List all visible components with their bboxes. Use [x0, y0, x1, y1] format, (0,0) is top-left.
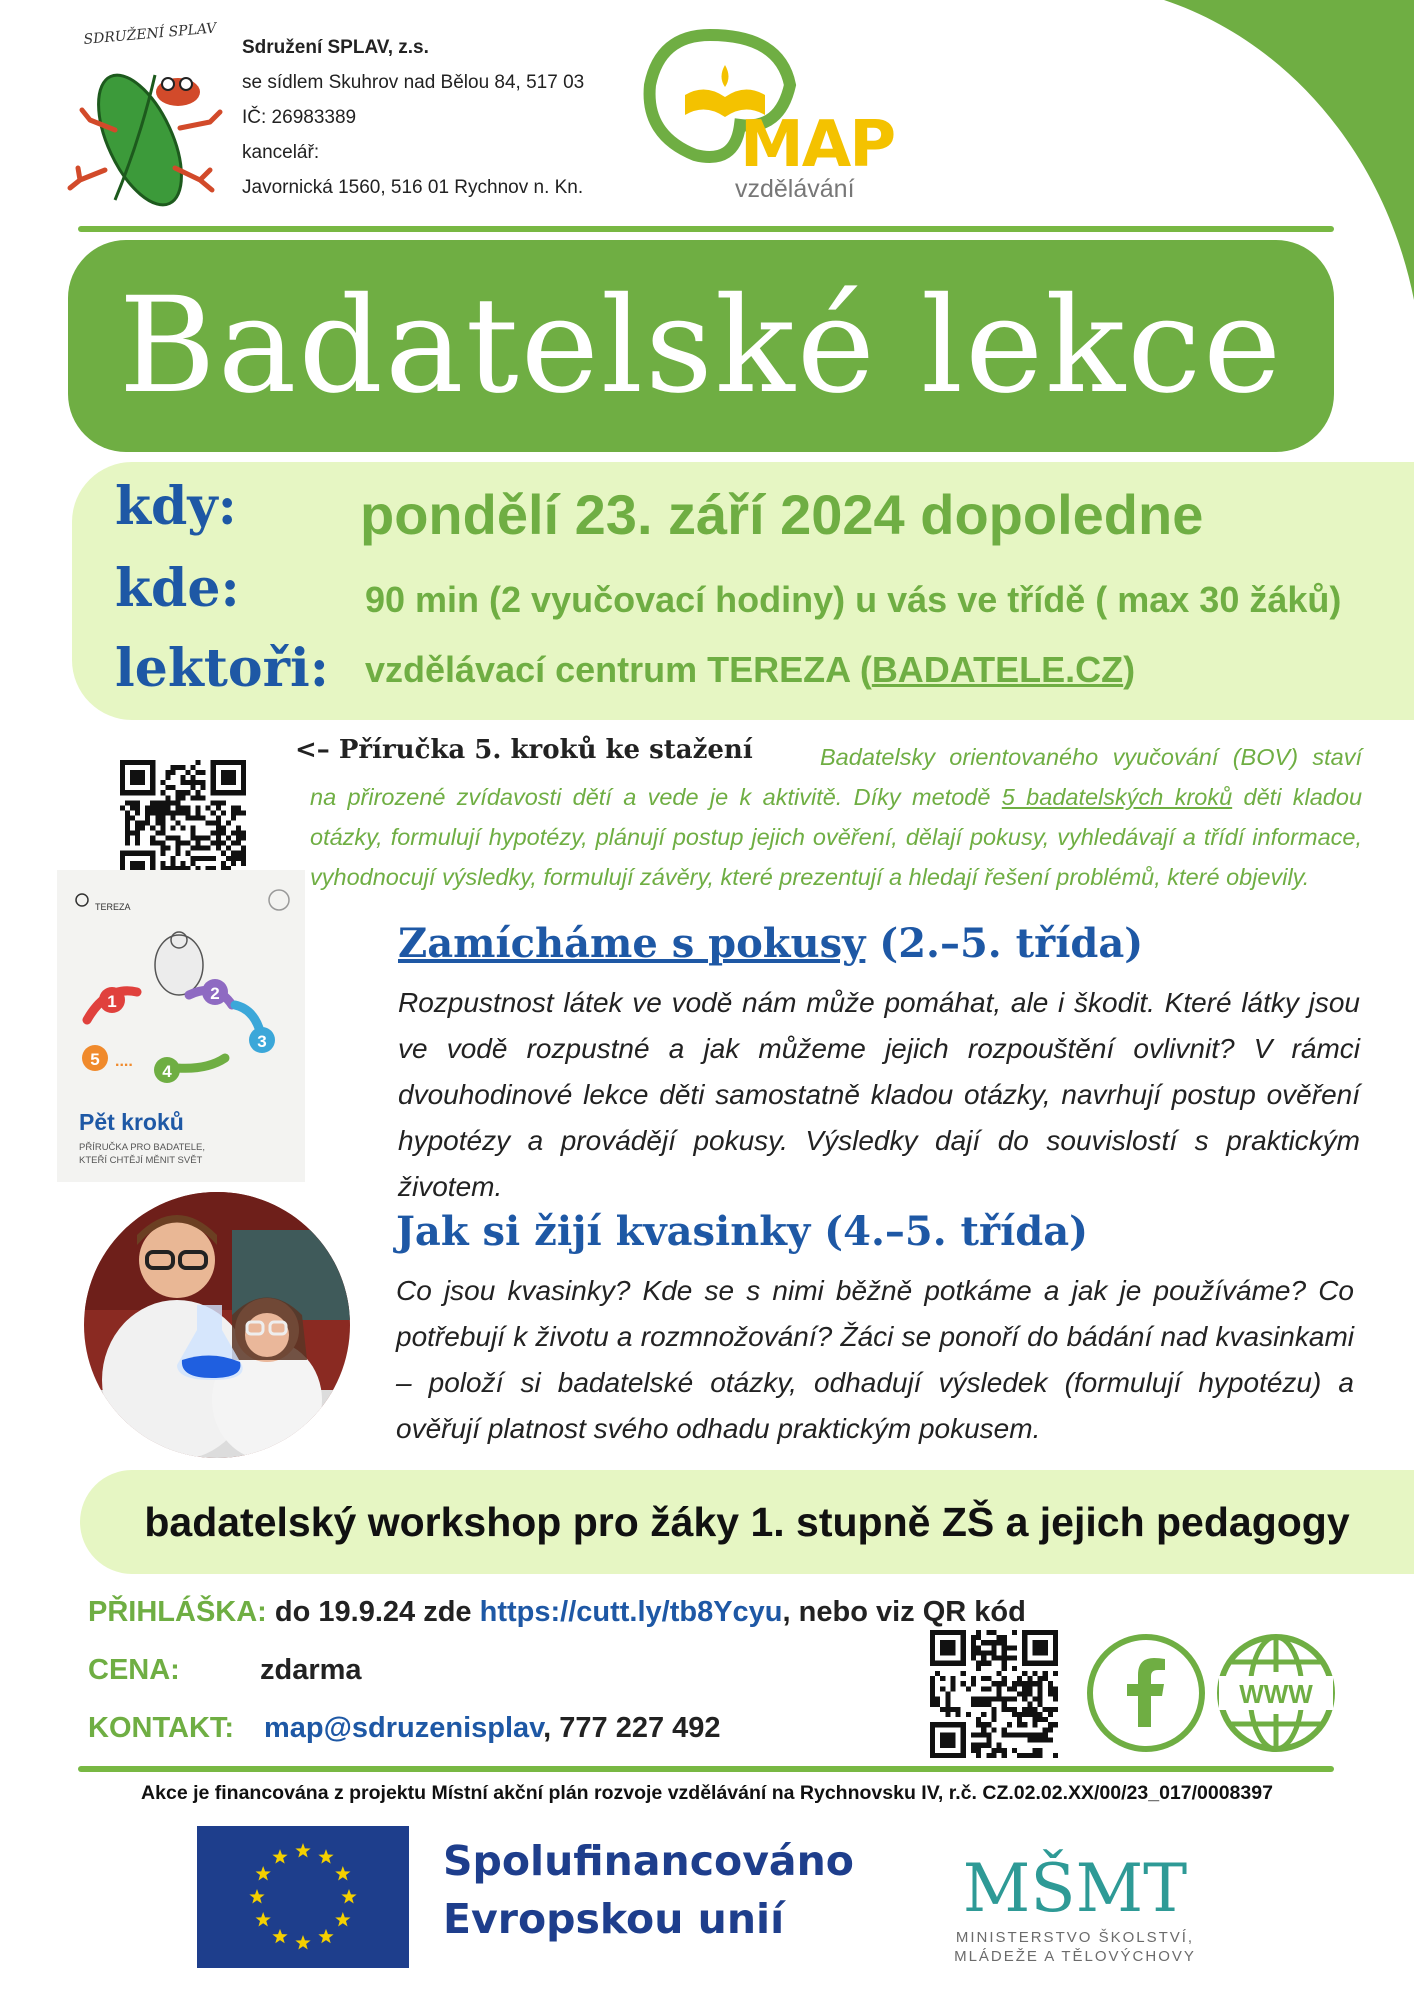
msmt-logo	[962, 1826, 1188, 1936]
event-date: pondělí 23. září 2024 dopoledne	[360, 483, 1204, 546]
signup-label: PŘIHLÁŠKA:	[88, 1596, 267, 1628]
step-2-label: 2	[210, 984, 220, 1003]
step-3-label: 3	[257, 1032, 267, 1051]
splav-frog-logo	[60, 30, 240, 215]
signup-post: , nebo viz QR kód	[782, 1596, 1026, 1628]
section2-title: Jak si žijí kvasinky (4.–5. třída)	[396, 1208, 1089, 1255]
section1-grade: (2.–5. třída)	[865, 920, 1144, 967]
office-label: kancelář:	[242, 142, 320, 163]
event-location: 90 min (2 vyučovací hodiny) u vás ve třídě ( max 30 žáků)	[365, 579, 1342, 620]
contact-phone: , 777 227 492	[543, 1712, 721, 1744]
top-divider	[78, 226, 1334, 232]
funding-note: Akce je financována z projektu Místní akční plán rozvoje vzdělávání na Rychnovsku IV, r.č. CZ.02.02.XX/00/23_017/0008397	[141, 1782, 1273, 1804]
organization-info	[242, 30, 584, 205]
office-address: Javornická 1560, 516 01 Rychnov n. Kn.	[242, 177, 584, 198]
facebook-icon[interactable]	[1085, 1632, 1207, 1754]
www-label: WWW	[1239, 1679, 1313, 1709]
bottom-divider	[78, 1766, 1334, 1772]
svg-text:....: ....	[115, 1053, 133, 1070]
page-title: Badatelské lekce	[118, 269, 1284, 423]
step-4-label: 4	[162, 1062, 172, 1081]
msmt-name	[925, 1928, 1225, 1966]
contact-row	[88, 1712, 721, 1745]
section1-title	[398, 920, 1143, 967]
section1-name: Zamícháme s pokusy	[398, 920, 866, 967]
map-logo-word: MAP	[740, 108, 895, 182]
map-logo-subtitle: vzdělávání	[735, 175, 855, 203]
section2-body: Co jsou kvasinky? Kde se s nimi běžně potkáme a jak je používáme? Co potřebují k životu a rozmnožování? Žáci se ponoří do bádání nad kvasinkami – položí si badatelské otázky, odhadují výsledek (formulují hypotézu) a ověřují platnost svého odhadu praktickým pokusem.	[396, 1275, 1354, 1444]
org-address: se sídlem Skuhrov nad Bělou 84, 517 03	[242, 72, 585, 93]
lecturers-label: lektoři:	[115, 638, 329, 699]
eu-cofunded-text	[443, 1832, 854, 1948]
msmt-line1: MINISTERSTVO ŠKOLSTVÍ,	[955, 1929, 1195, 1946]
cover-subtitle-2: KTEŘÍ CHTĚJÍ MĚNIT SVĚT	[79, 1155, 203, 1166]
price-label: CENA:	[88, 1654, 180, 1686]
website-globe-icon[interactable]	[1215, 1632, 1337, 1754]
price-row	[88, 1654, 362, 1687]
org-name: Sdružení SPLAV, z.s.	[242, 37, 429, 58]
cover-org: TEREZA	[95, 902, 131, 912]
workshop-text: badatelský workshop pro žáky 1. stupně ZŠ a jejich pedagogy	[144, 1499, 1350, 1545]
intro-paragraph	[310, 737, 1362, 897]
msmt-line2: MLÁDEŽE A TĚLOVÝCHOVY	[954, 1948, 1196, 1965]
five-steps-link[interactable]: 5 badatelských kroků	[1001, 784, 1233, 810]
cover-title: Pět kroků	[79, 1109, 184, 1135]
cover-subtitle-1: PŘÍRUČKA PRO BADATELE,	[79, 1142, 205, 1153]
step-1-label: 1	[107, 992, 117, 1011]
event-lecturers	[365, 649, 1135, 691]
where-label: kde:	[115, 558, 240, 619]
kids-lab-photo	[82, 1190, 352, 1460]
contact-email[interactable]: map@sdruzenisplav	[264, 1712, 544, 1744]
lecturers-end: )	[1123, 649, 1136, 690]
when-label: kdy:	[115, 476, 237, 537]
msmt-logo-text: MŠMT	[962, 1850, 1188, 1927]
handbook-qr-code[interactable]	[120, 760, 246, 886]
section1-body: Rozpustnost látek ve vodě nám může pomáhat, ale i škodit. Které látky jsou ve vodě rozpustné a jak můžeme jejich rozpouštění ovlivnit? V rámci dvouhodinové lekce děti samostatně kladou otázky, navrhují postup ověření hypotézy a provádějí pokusy. Výsledky dají do souvislostí s praktickým životem.	[398, 987, 1360, 1202]
price-value: zdarma	[260, 1654, 362, 1686]
handbook-download-label: <– Příručka 5. kroků ke stažení	[295, 735, 753, 765]
signup-qr-code[interactable]	[930, 1630, 1058, 1758]
signup-pre: do 19.9.24 zde	[266, 1596, 480, 1628]
eu-flag-icon	[197, 1826, 409, 1968]
handbook-cover[interactable]	[57, 870, 305, 1182]
org-ico: IČ: 26983389	[242, 107, 357, 128]
step-5-label: 5	[90, 1050, 100, 1069]
intro-part1: Badatelsky orientovaného vyučování (BOV) staví na přirozené zvídavosti dětí a vede je k aktivitě. Díky metodě	[310, 744, 1362, 810]
badatele-link[interactable]: BADATELE.CZ	[871, 649, 1124, 690]
intro-part2: děti kladou otázky, formulují hypotézy, plánují postup jejich ověření, dělají pokusy, vyhledávají a třídí informace, vyhodnocují výsledky, formulují závěry, které prezentují a hledají řešení problémů, které objevily.	[310, 784, 1363, 890]
eu-line2: Evropskou unií	[443, 1895, 785, 1943]
signup-link[interactable]: https://cutt.ly/tb8Ycyu	[479, 1596, 783, 1628]
eu-line1: Spolufinancováno	[443, 1837, 854, 1885]
signup-row	[88, 1596, 1026, 1629]
contact-label: KONTAKT:	[88, 1712, 235, 1744]
lecturers-text: vzdělávací centrum TEREZA (	[365, 649, 872, 690]
splav-logo-text: SDRUŽENÍ SPLAV	[83, 20, 218, 48]
